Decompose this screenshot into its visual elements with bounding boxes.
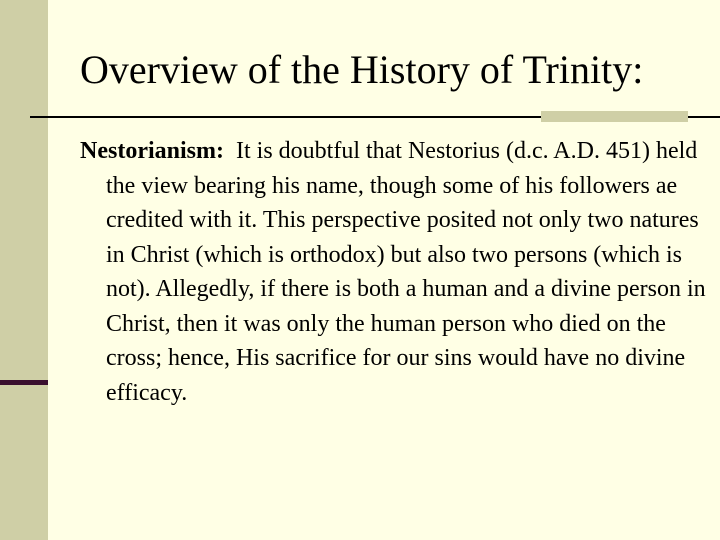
slide-body: [80, 134, 716, 410]
body-paragraph: It is doubtful that Nestorius (d.c. A.D. 451) held the view bearing his name, though some of his followers ae credited with it. This perspective posited not only two natures in Christ (which is orthodox) but also two persons (which is not). Allegedly, if there is both a human and a divine person in Christ, then it was only the human person who died on the cross; hence, His sacrifice for our sins would have no divine efficacy.: [106, 138, 706, 406]
divider-accent-block: [541, 111, 688, 122]
left-accent-bar: [0, 0, 48, 540]
slide-title: Overview of the History of Trinity:: [80, 47, 644, 92]
left-accent-stripe: [0, 380, 48, 385]
term-heading: Nestorianism:: [80, 138, 224, 164]
